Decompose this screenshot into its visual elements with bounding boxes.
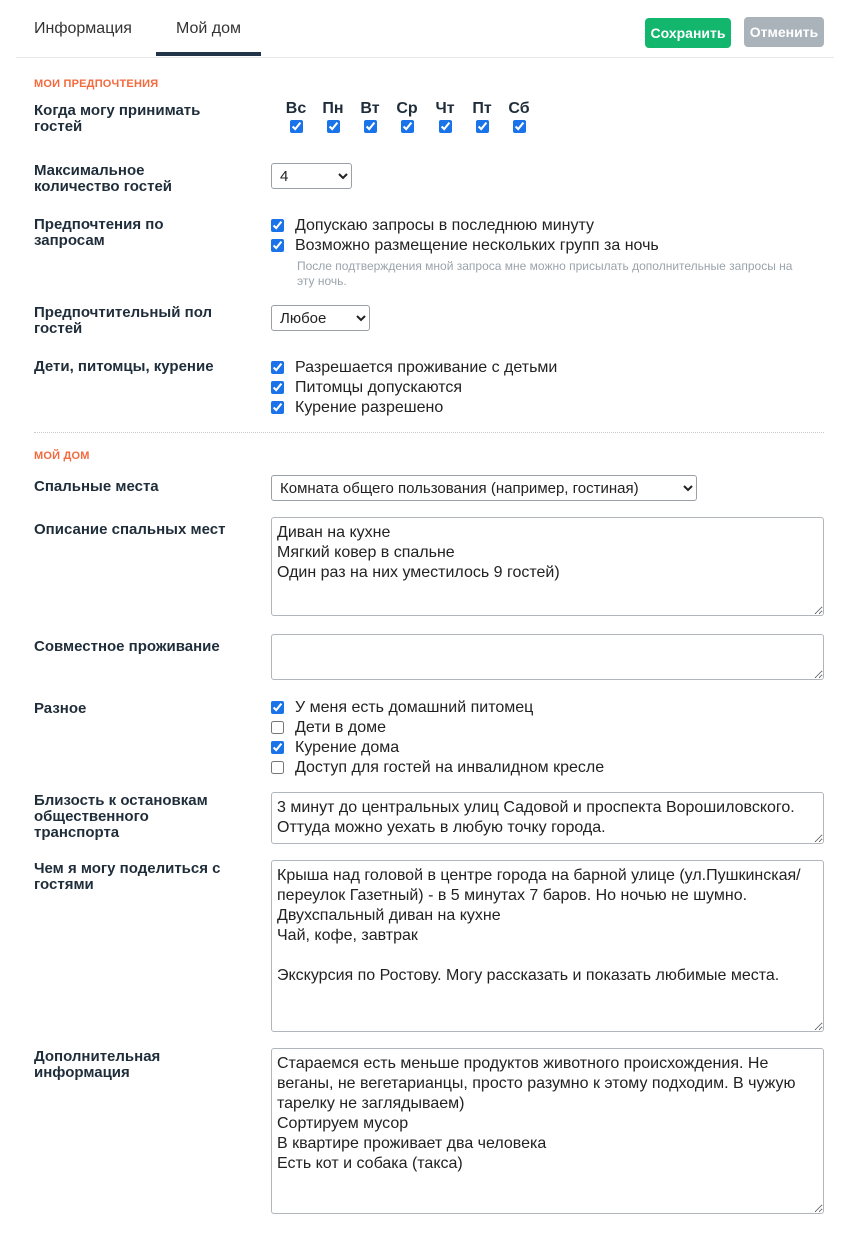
share-with-guests-textarea[interactable] [271,860,824,1032]
sleeping-description-textarea[interactable] [271,517,824,616]
section-title-preferences: МОИ ПРЕДПОЧТЕНИЯ [34,78,159,90]
day-label: Вт [360,100,380,117]
pets-allowed-checkbox[interactable] [271,381,284,394]
misc-wheelchair-text: Доступ для гостей на инвалидном кресле [295,759,605,776]
kids-allowed-checkbox[interactable] [271,361,284,374]
misc-label: Разное [34,700,87,717]
misc-pet-text: У меня есть домашний питомец [295,699,534,716]
day-mon-checkbox[interactable] [327,120,340,133]
tab-info[interactable]: Информация [34,20,132,37]
shared-living-textarea[interactable] [271,634,824,680]
additional-info-textarea[interactable] [271,1048,824,1214]
day-wed-checkbox[interactable] [401,120,414,133]
day-fri [467,100,497,138]
misc-pet-checkbox[interactable] [271,701,284,714]
day-label: Ср [396,100,418,117]
day-label: Вс [285,100,307,117]
last-minute-checkbox[interactable] [271,219,284,232]
cancel-button[interactable]: Отменить [744,17,824,47]
sleeping-places-label: Спальные места [34,478,159,495]
smoking-allowed-text: Курение разрешено [295,399,444,416]
day-label: Чт [435,100,455,117]
day-sat [504,100,534,138]
tab-my-home[interactable]: Мой дом [176,20,242,37]
max-guests-label: Максимальное количество гостей [34,162,173,195]
hosting-days-label: Когда могу принимать гостей [34,102,201,135]
guest-gender-label: Предпочтительный пол гостей [34,304,213,337]
last-minute-text: Допускаю запросы в последнюю минуту [295,217,595,234]
day-mon [318,100,348,138]
transport-label: Близость к остановкам общественного транспорта [34,792,208,841]
section-divider [34,432,824,433]
shared-living-label: Совместное проживание [34,638,220,655]
kids-pets-smoking-label: Дети, питомцы, курение [34,358,214,375]
misc-smoking-checkbox[interactable] [271,741,284,754]
multiple-groups-checkbox[interactable] [271,239,284,252]
request-preferences-label: Предпочтения по запросам [34,216,164,249]
day-sun [281,100,311,138]
max-guests-select[interactable] [271,163,352,189]
day-fri-checkbox[interactable] [476,120,489,133]
misc-kids-checkbox[interactable] [271,721,284,734]
guest-gender-select[interactable] [271,305,370,331]
misc-kids-text: Дети в доме [295,719,386,736]
pets-allowed-text: Питомцы допускаются [295,379,463,396]
save-button[interactable]: Сохранить [645,18,731,48]
day-thu-checkbox[interactable] [439,120,452,133]
day-sat-checkbox[interactable] [513,120,526,133]
active-tab-indicator [156,52,261,56]
misc-smoking-text: Курение дома [295,739,400,756]
day-label: Пн [322,100,344,117]
share-with-guests-label: Чем я могу поделиться с гостями [34,860,221,893]
transport-textarea[interactable] [271,792,824,844]
day-thu [430,100,460,138]
day-label: Сб [508,100,530,117]
day-tue-checkbox[interactable] [364,120,377,133]
day-wed [392,100,422,138]
day-label: Пт [472,100,492,117]
sleeping-description-label: Описание спальных мест [34,521,226,538]
day-sun-checkbox[interactable] [290,120,303,133]
additional-info-label: Дополнительная информация [34,1048,161,1081]
smoking-allowed-checkbox[interactable] [271,401,284,414]
sleeping-places-select[interactable] [271,475,697,501]
misc-wheelchair-checkbox[interactable] [271,761,284,774]
kids-allowed-text: Разрешается проживание с детьми [295,359,558,376]
day-tue [355,100,385,138]
multiple-groups-text: Возможно размещение нескольких групп за ночь [295,237,659,254]
multiple-groups-hint: После подтверждения мной запроса мне можно присылать дополнительные запросы на эту ночь. [297,259,793,288]
section-title-my-home: МОЙ ДОМ [34,450,90,462]
